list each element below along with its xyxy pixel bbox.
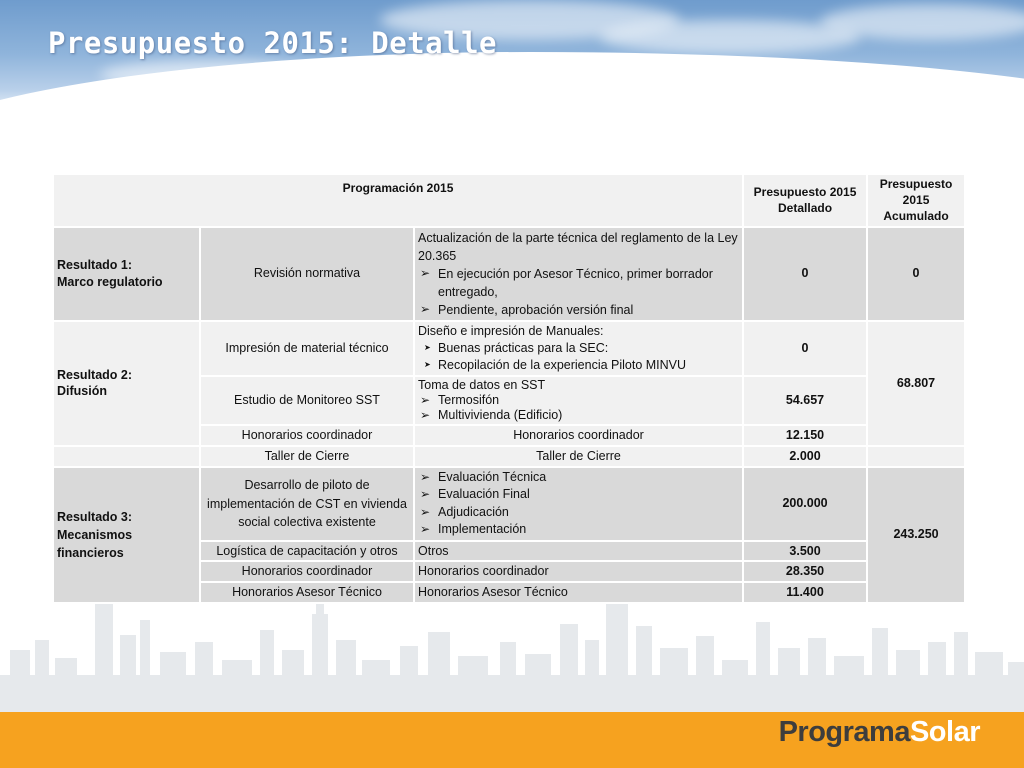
- list-item: ➢ Termosifón: [418, 393, 739, 408]
- activity-cell: Honorarios coordinador: [200, 561, 414, 582]
- slide-title: Presupuesto 2015: Detalle: [48, 26, 497, 60]
- table-row: [53, 467, 965, 541]
- description-cell: Actualización de la parte técnica del reglamento de la Ley 20.365 ➢ En ejecución por Asesor Técnico, primer borrador entregado, ➢ Pendiente, aprobación versión final: [414, 227, 743, 322]
- detallado-value: 54.657: [743, 376, 867, 425]
- activity-cell: Revisión normativa: [200, 227, 414, 322]
- list-item: ➢ Evaluación Técnica: [418, 469, 739, 487]
- table-row: [53, 227, 965, 322]
- activity-cell: Desarrollo de piloto de implementación de CST en vivienda social colectiva existente: [200, 467, 414, 541]
- detallado-value: 0: [743, 321, 867, 376]
- header-acumulado: Presupuesto 2015 Acumulado: [867, 174, 965, 227]
- list-item: ➤ Buenas prácticas para la SEC:: [418, 340, 739, 357]
- description-cell: Honorarios coordinador: [414, 425, 743, 446]
- detallado-value: 200.000: [743, 467, 867, 541]
- table-row: [53, 446, 965, 467]
- activity-cell: Honorarios coordinador: [200, 425, 414, 446]
- list-item: ➢ Adjudicación: [418, 504, 739, 522]
- activity-cell: Taller de Cierre: [200, 446, 414, 467]
- description-cell: Honorarios coordinador: [414, 561, 743, 582]
- description-cell: Toma de datos en SST ➢ Termosifón ➢ Multivivienda (Edificio): [414, 376, 743, 425]
- detallado-value: 12.150: [743, 425, 867, 446]
- detallado-value: 0: [743, 227, 867, 322]
- programa-solar-logo: ProgramaSolar: [778, 716, 980, 748]
- acumulado-value: 243.250: [867, 467, 965, 604]
- list-item: ➢ Implementación: [418, 521, 739, 539]
- detallado-value: 2.000: [743, 446, 867, 467]
- header-detallado: Presupuesto 2015 Detallado: [743, 174, 867, 227]
- description-cell: Taller de Cierre: [414, 446, 743, 467]
- budget-table: [52, 173, 966, 604]
- header-row: [53, 174, 965, 227]
- activity-cell: Estudio de Monitoreo SST: [200, 376, 414, 425]
- description-cell: [414, 467, 743, 541]
- activity-cell: Impresión de material técnico: [200, 321, 414, 376]
- header-programacion: Programación 2015: [53, 174, 743, 227]
- detallado-value: 11.400: [743, 582, 867, 603]
- description-cell: Diseño e impresión de Manuales: ➤ Buenas prácticas para la SEC: ➤ Recopilación de la experiencia Piloto MINVU: [414, 321, 743, 376]
- empty-cell: [53, 446, 200, 467]
- acumulado-value: 0: [867, 227, 965, 322]
- table-row: [53, 321, 965, 376]
- list-item: ➢ En ejecución por Asesor Técnico, primer borrador entregado,: [418, 265, 739, 301]
- list-item: ➢ Pendiente, aprobación versión final: [418, 301, 739, 319]
- resultado-3-label: Resultado 3: Mecanismos financieros: [53, 467, 200, 604]
- activity-cell: Logística de capacitación y otros: [200, 541, 414, 562]
- resultado-2-label: Resultado 2: Difusión: [53, 321, 200, 446]
- description-cell: Honorarios Asesor Técnico: [414, 582, 743, 603]
- empty-cell: [867, 446, 965, 467]
- resultado-1-label: Resultado 1: Marco regulatorio: [53, 227, 200, 322]
- list-item: ➢ Multivivienda (Edificio): [418, 408, 739, 423]
- list-item: ➢ Evaluación Final: [418, 486, 739, 504]
- description-cell: Otros: [414, 541, 743, 562]
- acumulado-value: 68.807: [867, 321, 965, 446]
- activity-cell: Honorarios Asesor Técnico: [200, 582, 414, 603]
- detallado-value: 3.500: [743, 541, 867, 562]
- list-item: ➤ Recopilación de la experiencia Piloto MINVU: [418, 357, 739, 374]
- detallado-value: 28.350: [743, 561, 867, 582]
